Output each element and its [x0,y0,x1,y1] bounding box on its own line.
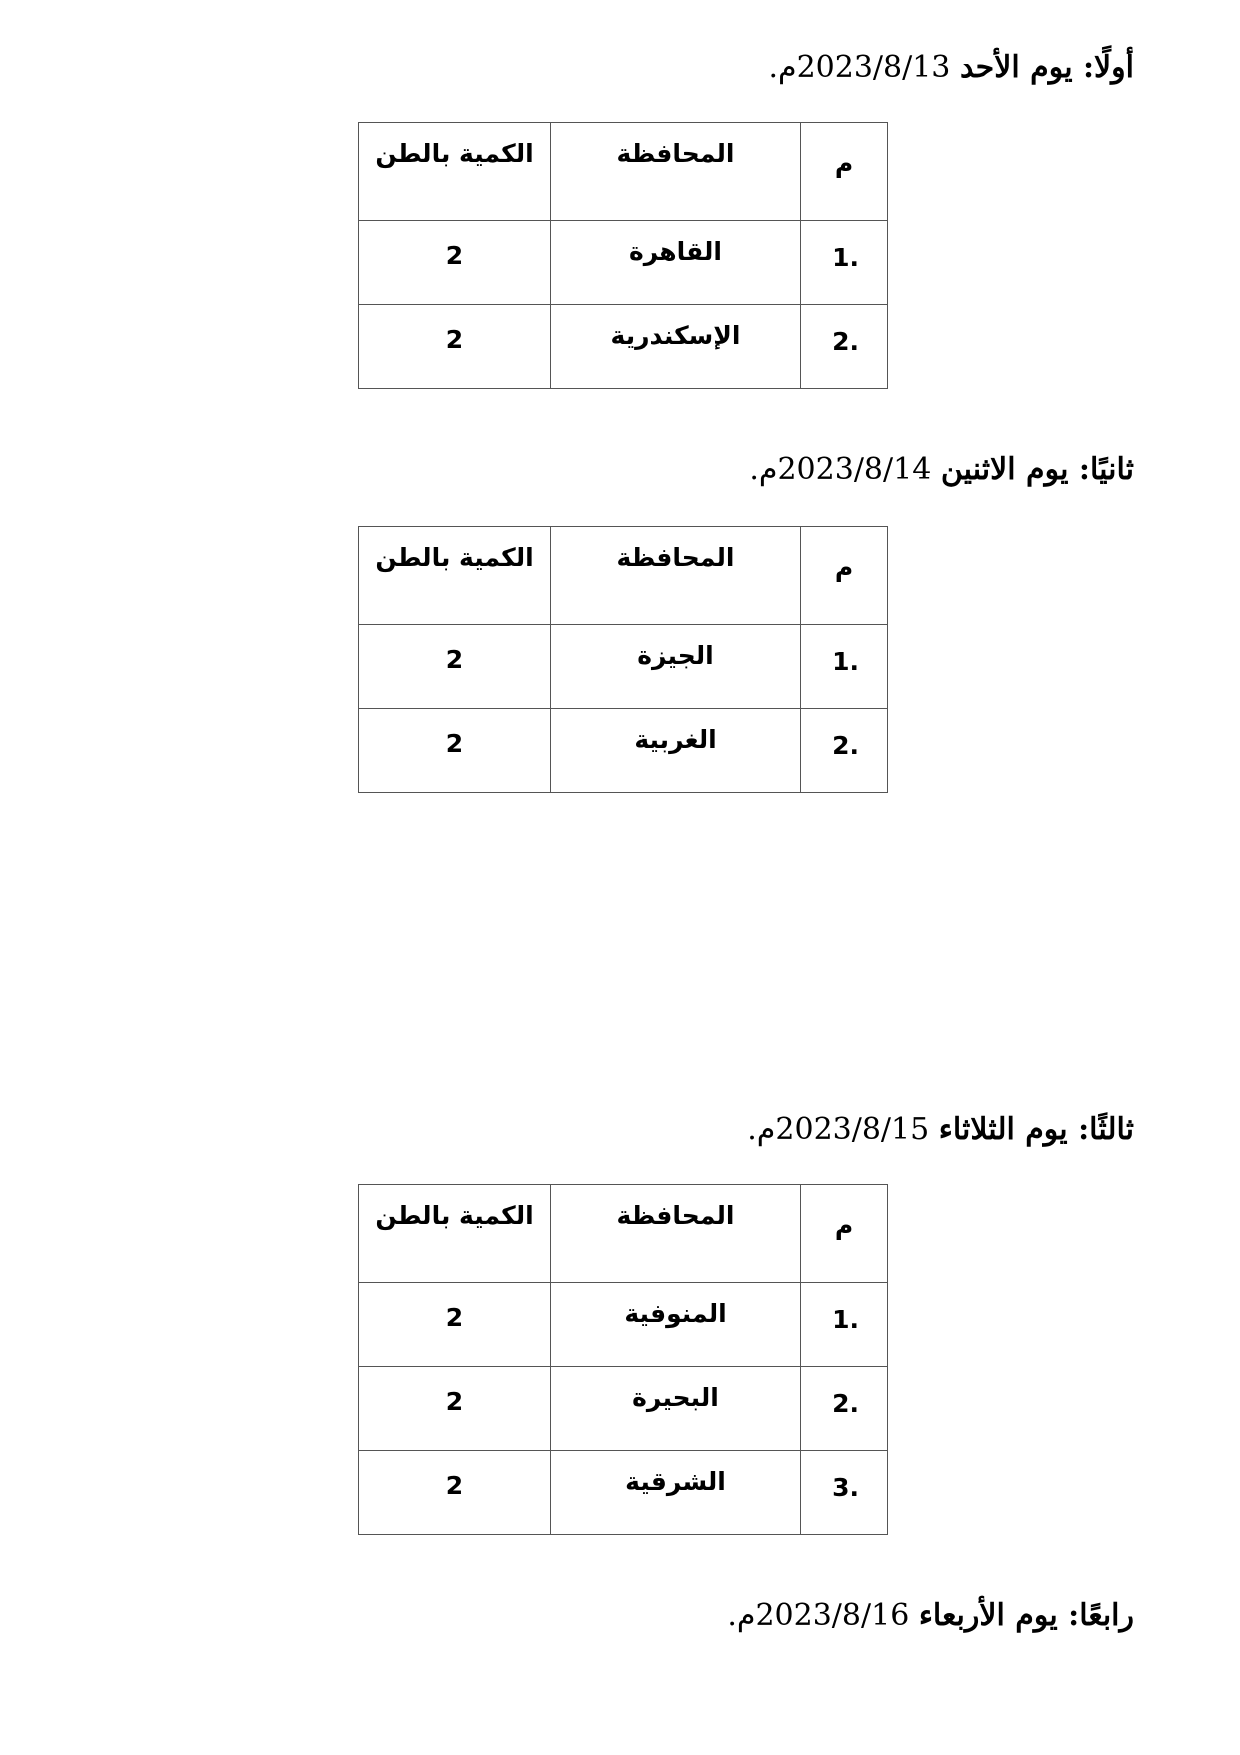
header-governorate: المحافظة [551,123,801,221]
row-quantity: 2 [359,625,551,709]
day-3-date: 2023/8/15م. [747,1112,930,1147]
row-governorate: المنوفية [551,1283,801,1367]
row-num: 2. [801,709,888,793]
row-num: 2. [801,1367,888,1451]
day-4-heading [727,1594,1134,1638]
table-row [359,1367,888,1451]
row-governorate: الغربية [551,709,801,793]
header-quantity: الكمية بالطن [359,527,551,625]
row-quantity: 2 [359,221,551,305]
row-num: 1. [801,1283,888,1367]
row-quantity: 2 [359,305,551,389]
row-num: 1. [801,221,888,305]
header-quantity: الكمية بالطن [359,1185,551,1283]
header-num: م [801,527,888,625]
day-2-table [358,526,888,793]
header-governorate: المحافظة [551,1185,801,1283]
day-4-date: 2023/8/16م. [727,1598,910,1633]
day-4-label: رابعًا: يوم الأربعاء [918,1598,1134,1633]
day-3-heading [747,1108,1134,1152]
row-quantity: 2 [359,1367,551,1451]
row-num: 3. [801,1451,888,1535]
table-row [359,221,888,305]
row-governorate: القاهرة [551,221,801,305]
day-1-date: 2023/8/13م. [768,50,951,85]
table-row [359,709,888,793]
table-row [359,1451,888,1535]
day-1-table [358,122,888,389]
header-quantity: الكمية بالطن [359,123,551,221]
day-3-label: ثالثًا: يوم الثلاثاء [938,1112,1134,1147]
row-governorate: الجيزة [551,625,801,709]
header-governorate: المحافظة [551,527,801,625]
row-quantity: 2 [359,1283,551,1367]
header-num: م [801,1185,888,1283]
table-header-row [359,123,888,221]
row-governorate: الشرقية [551,1451,801,1535]
table-row [359,625,888,709]
row-num: 2. [801,305,888,389]
row-governorate: الإسكندرية [551,305,801,389]
table-header-row [359,1185,888,1283]
day-2-label: ثانيًا: يوم الاثنين [940,452,1134,487]
row-num: 1. [801,625,888,709]
row-quantity: 2 [359,709,551,793]
day-3-table [358,1184,888,1535]
day-1-heading [768,46,1134,90]
row-quantity: 2 [359,1451,551,1535]
table-header-row [359,527,888,625]
row-governorate: البحيرة [551,1367,801,1451]
table-row [359,305,888,389]
day-2-heading [749,448,1134,492]
table-row [359,1283,888,1367]
day-2-date: 2023/8/14م. [749,452,932,487]
header-num: م [801,123,888,221]
day-1-label: أولًا: يوم الأحد [959,50,1134,85]
